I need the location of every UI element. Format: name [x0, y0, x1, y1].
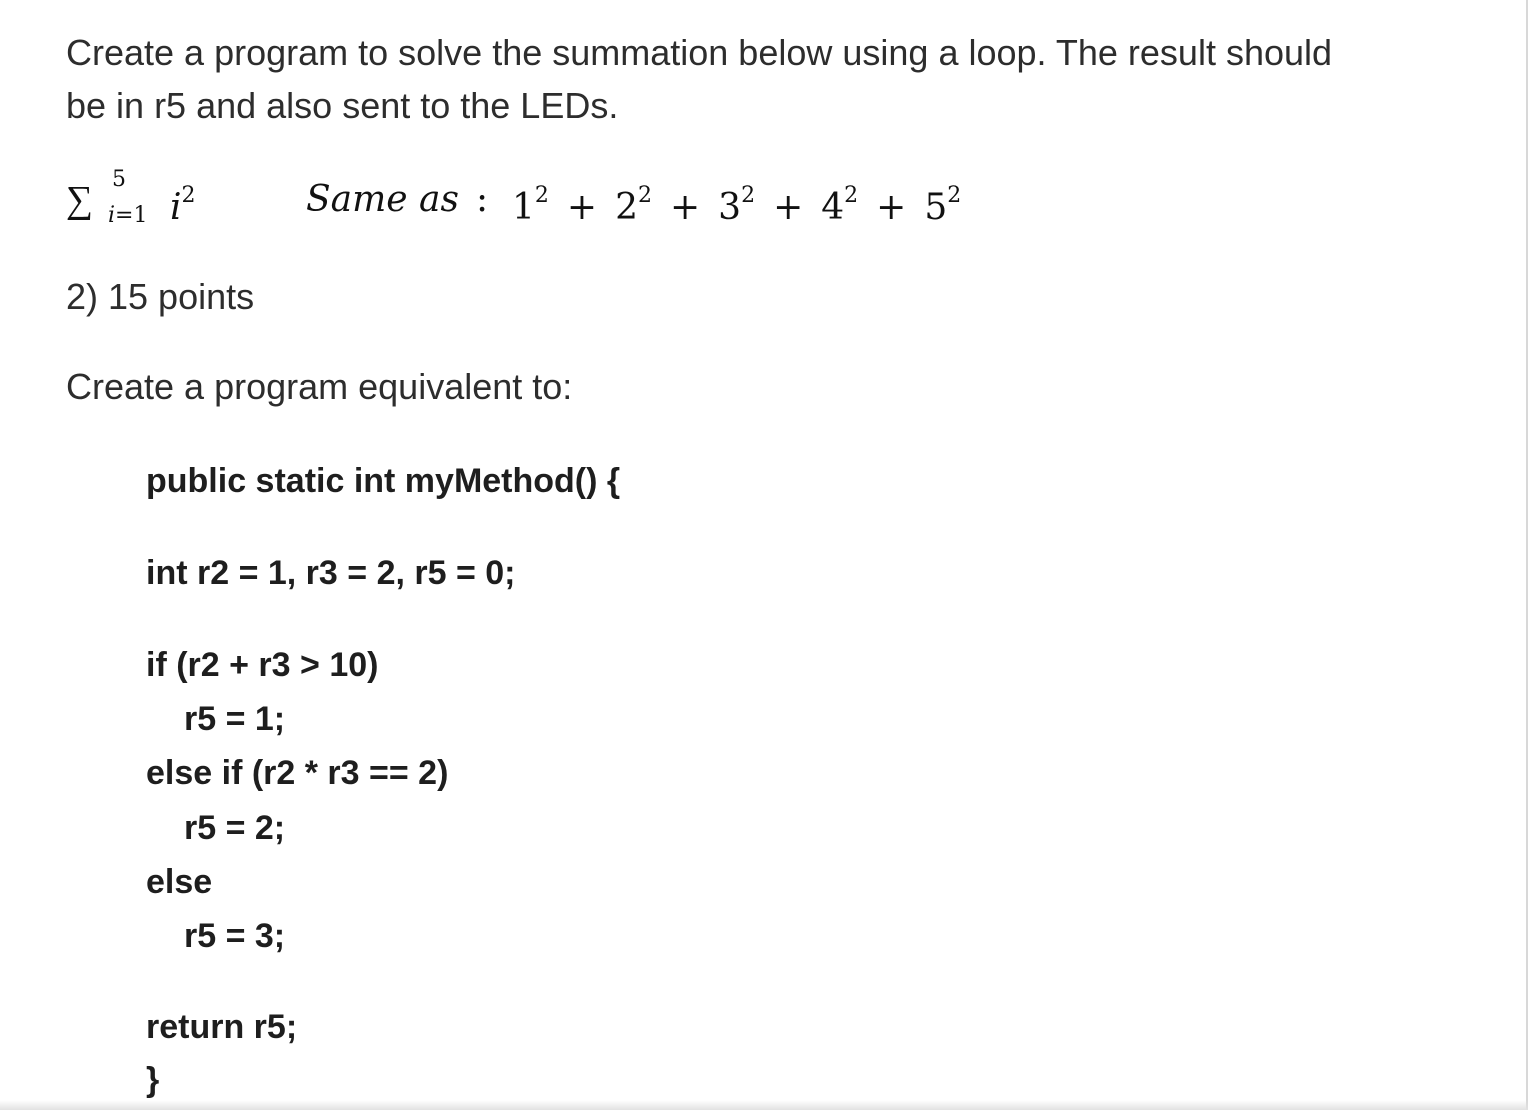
question-prompt: Create a program equivalent to:: [66, 366, 573, 407]
code-return: return r5;: [146, 1008, 298, 1046]
term-exponent: 2: [181, 183, 196, 208]
code-method-signature: public static int myMethod() {: [146, 462, 621, 500]
plus-sign: +: [566, 187, 598, 228]
code-else: else: [146, 863, 213, 901]
series-term-1: $1^2$: [512, 183, 549, 228]
summation-upper-limit: 5: [112, 167, 126, 192]
code-closing-brace: }: [146, 1061, 160, 1099]
plus-sign: +: [876, 187, 907, 228]
series-term-5: $5^2$: [924, 183, 962, 228]
instructions-line-2: be in r5 and also sent to the LEDs.: [66, 85, 619, 126]
code-declaration: int r2 = 1, r3 = 2, r5 = 0;: [146, 554, 516, 592]
expanded-series: [512, 177, 961, 231]
series-term-2: $2^2$: [615, 183, 652, 228]
series-term-4: $4^2$: [821, 183, 859, 228]
points-label: 2) 15 points: [66, 276, 255, 317]
sigma-symbol: ∑: [66, 179, 94, 221]
plus-sign: +: [669, 187, 701, 228]
lower-limit-value: =1: [115, 203, 148, 228]
instructions-paragraph: [66, 26, 1466, 132]
summation-lower-limit: [108, 205, 147, 227]
code-else-if-condition: else if (r2 * r3 == 2): [146, 754, 449, 792]
same-as-colon: :: [476, 179, 489, 220]
instructions-line-1: Create a program to solve the summation below using a loop. The result should: [66, 32, 1333, 73]
code-if-condition: if (r2 + r3 > 10): [146, 646, 379, 684]
same-as-label: Same as: [306, 179, 459, 220]
lower-limit-variable: i: [108, 203, 116, 228]
term-variable: i: [170, 187, 182, 228]
plus-sign: +: [773, 187, 804, 228]
bottom-shadow: [0, 1100, 1528, 1110]
series-term-3: $3^2$: [718, 183, 756, 228]
code-assign-3: r5 = 3;: [184, 917, 286, 955]
code-assign-1: r5 = 1;: [184, 700, 286, 738]
code-assign-2: r5 = 2;: [184, 809, 286, 847]
summation-term: [170, 177, 196, 231]
